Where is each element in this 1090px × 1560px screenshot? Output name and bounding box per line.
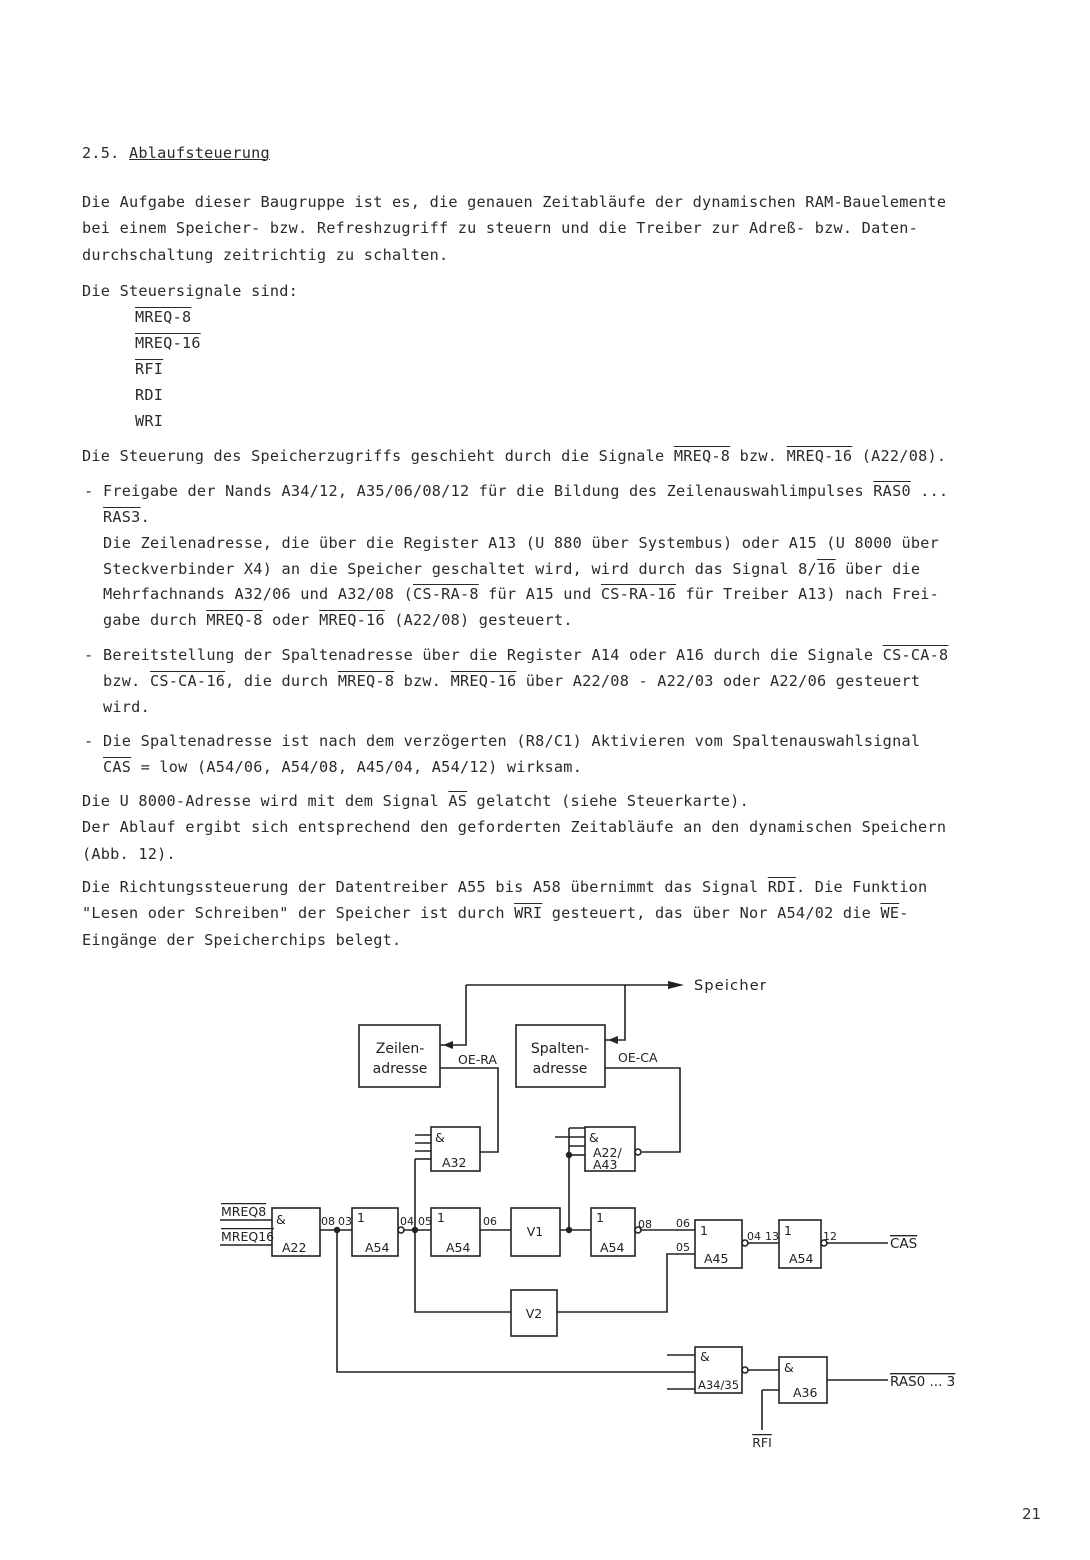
bullet-dash: - (84, 646, 94, 664)
section-heading (82, 146, 270, 161)
mreq8-label: MREQ8 (221, 1204, 267, 1219)
a22-a43-label-1: A22/ (593, 1145, 622, 1160)
or-symbol: 1 (437, 1210, 445, 1225)
signal-item: RDI (135, 386, 164, 404)
signal-item: WRI (135, 412, 164, 430)
arrow-oe-ra (443, 1041, 453, 1049)
pin-13: 13 (765, 1230, 779, 1243)
a54-label: A54 (365, 1240, 390, 1255)
direction-line-1: Die Richtungssteuerung der Datentreiber A55 bis A58 übernimmt das Signal $\overline{RDI}$. Die Funktion (82, 878, 928, 896)
timing-line-1: Der Ablauf ergibt sich entsprechend den geforderten Zeitabläufe an den dynamischen Speichern (82, 818, 947, 836)
rfi-input-label: RFI (752, 1435, 772, 1450)
or-symbol: 1 (596, 1210, 604, 1225)
signal-item: MREQ-16 (135, 334, 201, 352)
bullet-dash: - (84, 482, 94, 500)
or-symbol: 1 (784, 1223, 792, 1238)
signal-item: $\overline{RFI}$ (135, 360, 164, 378)
bullet-1-line-4: Steckverbinder X4) an die Speicher geschaltet wird, wird durch das Signal 8/16 über die (103, 560, 921, 578)
a45-label: A45 (704, 1251, 729, 1266)
bullet-dash: - (84, 732, 94, 750)
direction-line-2: "Lesen oder Schreiben" der Speicher ist durch $\overline{WRI}$ gesteuert, das über Nor A54/02 die $\overline{WE}-$ (82, 904, 909, 922)
latch-paragraph: Die U 8000-Adresse wird mit dem Signal $\overline{AS}$ gelatcht (siehe Steuerkarte). (82, 792, 749, 810)
bullet-3-line-1: Die Spaltenadresse ist nach dem verzögerten (R8/C1) Aktivieren vom Spaltenauswahlsignal (103, 732, 921, 750)
cas-output-label: CAS (890, 1236, 918, 1252)
v1-label: V1 (526, 1224, 544, 1239)
and-symbol: & (784, 1360, 794, 1375)
arrow-speicher (668, 981, 684, 989)
spaltenadresse-label-2: adresse (532, 1061, 588, 1077)
a36-label: A36 (793, 1385, 818, 1400)
pin-04: 04 (747, 1230, 761, 1243)
bullet-1-line-1: Freigabe der Nands A34/12, A35/06/08/12 für die Bildung des Zeilenauswahlimpulses RAS0 ... (103, 482, 949, 500)
a54-label: A54 (789, 1251, 814, 1266)
and-symbol: & (700, 1349, 710, 1364)
signal-item: MREQ-8 (135, 308, 192, 326)
a34-35-label: A34/35 (698, 1378, 740, 1392)
pin-05: 05 (418, 1215, 432, 1228)
pin-12: 12 (823, 1230, 837, 1243)
and-symbol: & (276, 1212, 286, 1227)
page-number: 21 (1022, 1505, 1042, 1523)
intro-line-3: durchschaltung zeitrichtig zu schalten. (82, 246, 449, 264)
or-symbol: 1 (357, 1210, 365, 1225)
a54-label: A54 (600, 1240, 625, 1255)
intro-line-1: Die Aufgabe dieser Baugruppe ist es, die genauen Zeitabläufe der dynamischen RAM-Bauelemente (82, 193, 947, 211)
pin-06: 06 (483, 1215, 497, 1228)
bullet-1-line-3: Die Zeilenadresse, die über die Register A13 (U 880 über Systembus) oder A15 (U 8000 über (103, 534, 940, 552)
ras-output-label: RAS0 ... 3 (890, 1374, 956, 1390)
oe-ra-label: OE-RA (458, 1052, 497, 1067)
a54-label: A54 (446, 1240, 471, 1255)
circuit-diagram (0, 960, 1090, 1460)
bullet-3-line-2: $\overline{CAS}$ = low (A54/06, A54/08, A45/04, A54/12) wirksam. (103, 758, 583, 776)
bullet-2-line-1: Bereitstellung der Spaltenadresse über die Register A14 oder A16 durch die Signale CS-CA-8 (103, 646, 949, 664)
pin-05: 05 (676, 1241, 690, 1254)
v2-label: V2 (525, 1306, 543, 1321)
bullet-1-line-5: Mehrfachnands A32/06 und A32/08 (CS-RA-8 für A15 und CS-RA-16 für Treiber A13) nach Frei- (103, 585, 940, 603)
signals-heading: Die Steuersignale sind: (82, 282, 299, 300)
bullet-1-line-2: RAS3. (103, 508, 150, 526)
pin-03: 03 (338, 1215, 352, 1228)
pin-08: 08 (321, 1215, 335, 1228)
section-title: Ablaufsteuerung (128, 144, 270, 162)
intro-line-2: bei einem Speicher- bzw. Refreshzugriff zu steuern und die Treiber zur Adreß- bzw. Daten- (82, 219, 919, 237)
speicher-label: Speicher (694, 978, 768, 994)
arrow-oe-ca (608, 1036, 618, 1044)
timing-line-2: (Abb. 12). (82, 845, 176, 863)
control-paragraph: Die Steuerung des Speicherzugriffs geschieht durch die Signale MREQ-8 bzw. MREQ-16 (A22/08). (82, 447, 947, 465)
zeilenadresse-label-2: adresse (372, 1061, 428, 1077)
pin-08: 08 (638, 1218, 652, 1231)
bullet-1-line-6: gabe durch MREQ-8 oder MREQ-16 (A22/08) gesteuert. (103, 611, 573, 629)
a22-a43-label-2: A43 (593, 1157, 618, 1172)
zeilenadresse-label-1: Zeilen- (375, 1041, 425, 1057)
or-symbol: 1 (700, 1223, 708, 1238)
direction-line-3: Eingänge der Speicherchips belegt. (82, 931, 402, 949)
a32-label: A32 (442, 1155, 467, 1170)
oe-ca-label: OE-CA (618, 1050, 658, 1065)
pin-04: 04 (400, 1215, 414, 1228)
and-symbol: & (435, 1130, 445, 1145)
pin-06: 06 (676, 1217, 690, 1230)
mreq16-label: MREQ16 (221, 1229, 275, 1244)
bullet-2-line-3: wird. (103, 698, 150, 716)
section-number: 2.5. (82, 144, 120, 162)
spaltenadresse-label-1: Spalten- (530, 1041, 590, 1057)
a22-label: A22 (282, 1240, 307, 1255)
bullet-2-line-2: bzw. CS-CA-16, die durch MREQ-8 bzw. MREQ-16 über A22/08 - A22/03 oder A22/06 gesteuert (103, 672, 921, 690)
and-symbol: & (589, 1130, 599, 1145)
